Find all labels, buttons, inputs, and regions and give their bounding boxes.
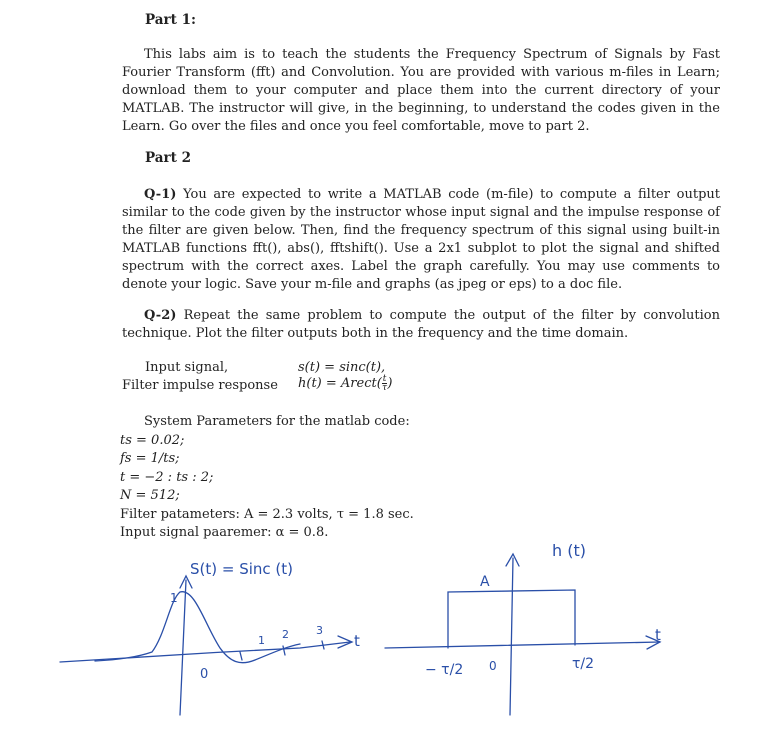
- system-parameters: [120, 413, 414, 543]
- rect-origin-label: 0: [489, 659, 497, 673]
- sinc-peak-label: 1: [170, 591, 178, 605]
- part1-text: This labs aim is to teach the students the Frequency Spectrum of Signals by Fast Fourier Transform (fft) and Convolution. You are provided with various m-files in Learn; download them to your computer and place them into the current directory of your MATLAB. The instructor will give, in the beginning, to understand the codes given in the Learn. Go over the files and once you feel comfortable, move to part 2.: [122, 47, 720, 134]
- params-intro: System Parameters for the matlab code:: [144, 414, 410, 429]
- sinc-t-label: t: [354, 632, 360, 650]
- hand-drawn-sketch: [0, 530, 780, 750]
- rect-amplitude-label: A: [480, 574, 490, 590]
- q1-label: Q-1): [144, 187, 177, 202]
- q1-text: You are expected to write a MATLAB code (m-file) to compute a filter output similar to the code given by the instructor whose input signal and the impulse response of the filter are given below. Then, find the frequency spectrum of this signal using built-in MATLAB functions fft(), abs(), fftshift(). Use a 2x1 subplot to plot the signal and shifted spectrum with the correct axes. Label the graph carefully. You may use comments to denote your logic. Save your m-file and graphs (as jpeg or eps) to a doc file.: [122, 187, 720, 292]
- q2-text: Repeat the same problem to compute the output of the filter by convolution technique. Plot the filter outputs both in the frequency and the time domain.: [122, 308, 721, 341]
- param-t: t = −2 : ts : 2;: [120, 469, 214, 485]
- q2-paragraph: [122, 307, 720, 343]
- sinc-tick-1: [240, 652, 242, 660]
- sinc-curve: [95, 592, 300, 663]
- param-input: Input signal paaremer: α = 0.8.: [120, 525, 329, 540]
- rect-pos-tau-label: τ/2: [572, 656, 595, 672]
- rect-t-label: t: [655, 626, 661, 644]
- filter-eq-den: τ: [382, 383, 388, 393]
- input-signal-equation: s(t) = sinc(t),: [298, 360, 386, 375]
- sinc-sketch: [60, 576, 352, 715]
- sinc-tick-label-1: 1: [258, 634, 265, 647]
- q1-paragraph: [122, 186, 720, 294]
- rect-neg-tau-label: − τ/2: [425, 662, 464, 678]
- input-signal-label: Input signal,: [145, 360, 229, 375]
- q2-label: Q-2): [144, 308, 177, 323]
- sinc-vertical-axis: [180, 580, 186, 715]
- part2-heading: Part 2: [145, 150, 191, 166]
- part1-heading: Part 1:: [145, 12, 196, 28]
- part1-paragraph: [122, 46, 720, 136]
- sinc-tick-label-2: 2: [282, 628, 289, 641]
- filter-eq-suffix: ): [387, 376, 393, 391]
- sinc-time-axis: [60, 642, 350, 662]
- param-N: N = 512;: [120, 488, 180, 503]
- param-fs: fs = 1/ts;: [120, 451, 180, 466]
- sinc-title: S(t) = Sinc (t): [190, 560, 294, 578]
- filter-eq-num: t: [382, 374, 387, 384]
- rect-time-axis: [385, 642, 660, 648]
- sinc-tick-label-3: 3: [316, 624, 323, 637]
- filter-response-equation: [298, 375, 392, 393]
- filter-eq-prefix: h(t) = Arect(: [298, 376, 382, 391]
- param-ts: ts = 0.02;: [120, 432, 185, 448]
- param-filter: Filter patameters: A = 2.3 volts, τ = 1.8 sec.: [120, 506, 414, 522]
- rect-vertical-axis: [510, 558, 513, 715]
- rect-sketch: [385, 554, 660, 715]
- sinc-tick-2: [283, 646, 285, 655]
- sinc-origin-label: 0: [200, 667, 209, 682]
- filter-response-label: Filter impulse response: [122, 378, 278, 393]
- rect-title: h (t): [552, 541, 586, 560]
